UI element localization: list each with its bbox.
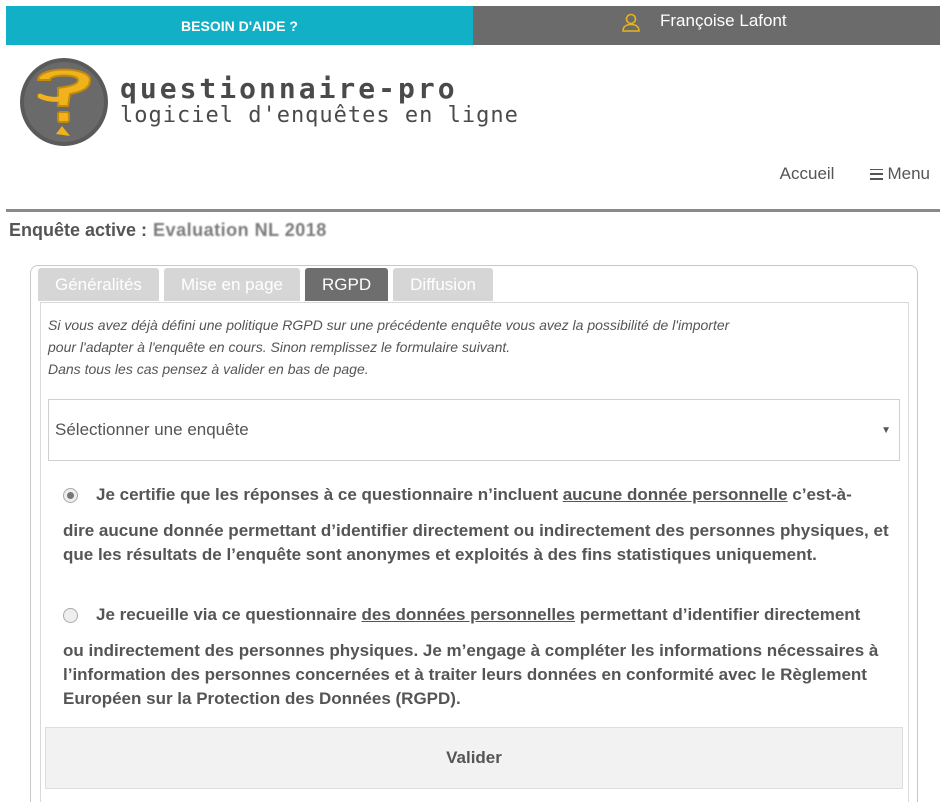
radio-personal-data[interactable] bbox=[63, 608, 78, 623]
page bbox=[6, 6, 940, 802]
brand-name: questionnaire-pro bbox=[120, 72, 458, 105]
brand-tagline: logiciel d'enquêtes en ligne bbox=[120, 103, 519, 128]
tab-mise-en-page[interactable]: Mise en page bbox=[164, 268, 300, 301]
tab-diffusion[interactable]: Diffusion bbox=[393, 268, 493, 301]
nav-menu-label: Menu bbox=[887, 164, 930, 183]
rgpd-form bbox=[40, 302, 909, 802]
nav-menu[interactable] bbox=[870, 164, 930, 184]
active-survey-name: Evaluation NL 2018 bbox=[153, 220, 327, 240]
option2-before: Je recueille via ce questionnaire bbox=[96, 605, 362, 624]
intro-line: Si vous avez déjà défini une politique RGPD sur une précédente enquête vous avez la possibilité de l'importer bbox=[48, 317, 730, 333]
option-no-personal-data bbox=[63, 483, 893, 567]
option1-after: c’est-à- bbox=[787, 485, 852, 504]
tab-generalites[interactable]: Généralités bbox=[38, 268, 159, 301]
survey-select-value: Sélectionner une enquête bbox=[55, 420, 249, 439]
option1-before: Je certifie que les réponses à ce questionnaire n’incluent bbox=[96, 485, 563, 504]
question-mark-logo[interactable] bbox=[18, 56, 110, 148]
radio-selected-dot bbox=[67, 492, 74, 499]
user-menu[interactable] bbox=[473, 6, 940, 45]
validate-button[interactable]: Valider bbox=[45, 727, 903, 789]
header-divider bbox=[6, 209, 940, 212]
radio-no-personal-data[interactable] bbox=[63, 488, 78, 503]
caret-down-icon: ▼ bbox=[881, 424, 891, 436]
nav-home[interactable]: Accueil bbox=[779, 164, 835, 183]
main-nav bbox=[780, 164, 930, 184]
option2-underlined: des données personnelles bbox=[361, 605, 576, 624]
active-survey-label: Enquête active : bbox=[9, 220, 148, 240]
top-bar bbox=[6, 6, 940, 45]
option1-underlined: aucune donnée personnelle bbox=[562, 485, 788, 504]
user-icon bbox=[620, 12, 642, 34]
rgpd-intro bbox=[48, 314, 729, 380]
tab-rgpd[interactable]: RGPD bbox=[305, 268, 388, 301]
settings-panel bbox=[30, 265, 918, 802]
option-personal-data bbox=[63, 603, 893, 711]
hamburger-icon bbox=[870, 169, 883, 180]
option2-after: permettant d’identifier directement bbox=[575, 605, 861, 624]
tab-bar bbox=[38, 268, 493, 301]
option2-text bbox=[96, 603, 860, 627]
user-name: Françoise Lafont bbox=[660, 11, 787, 30]
option1-text bbox=[96, 483, 852, 507]
option2-rest: ou indirectement des personnes physiques. Je m’engage à compléter les informations nécessaires à l’information des personnes concernées et à traiter leurs données en conformité avec le Règlement Européen sur la Protection des Données (RGPD). bbox=[63, 641, 879, 708]
survey-select[interactable] bbox=[48, 399, 900, 461]
help-button[interactable]: BESOIN D'AIDE ? bbox=[6, 6, 473, 45]
intro-line: pour l'adapter à l'enquête en cours. Sinon remplissez le formulaire suivant. bbox=[48, 339, 511, 355]
active-survey bbox=[9, 220, 327, 241]
intro-line: Dans tous les cas pensez à valider en bas de page. bbox=[48, 361, 369, 377]
option1-rest: dire aucune donnée permettant d’identifier directement ou indirectement des personnes physiques, et que les résultats de l’enquête sont anonymes et exploités à des fins statistiques uniquement. bbox=[63, 521, 889, 564]
